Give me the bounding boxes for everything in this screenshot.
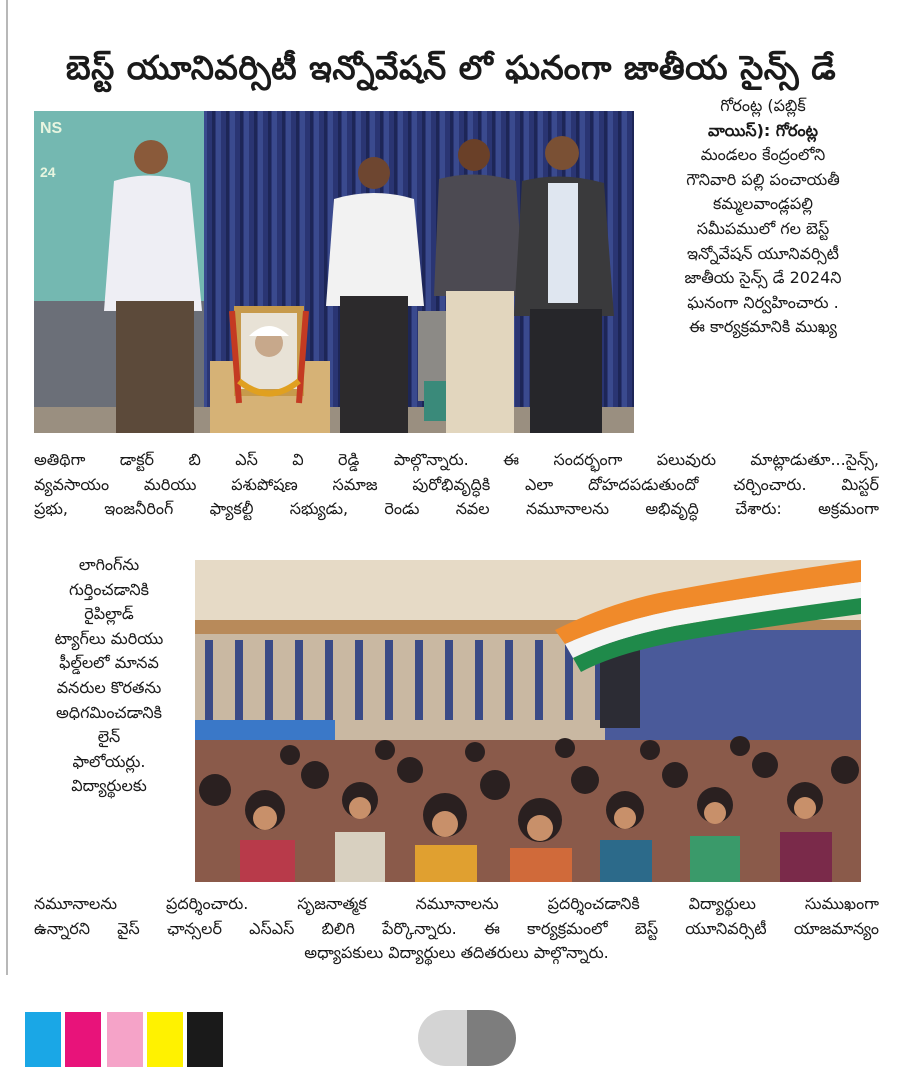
right-column-line: మండలం కేంద్రంలోని	[700, 145, 826, 165]
swatch-yellow	[147, 1012, 183, 1067]
photo-students-image	[195, 560, 861, 882]
photo-guests	[34, 111, 634, 433]
swatch-magenta	[65, 1012, 101, 1067]
photo-students	[195, 560, 861, 882]
left-column-line: అధిగమించడానికి	[55, 702, 163, 722]
photo-guests-image	[34, 111, 634, 433]
grey-registration-pill	[418, 1010, 516, 1066]
article-right-column	[645, 94, 881, 340]
right-column-line: ఈ కార్యక్రమానికి ముఖ్య	[689, 317, 837, 337]
article-wide-block-1	[34, 448, 879, 522]
left-column-line: ఫీల్డ్‌లలో మానవ	[59, 653, 159, 673]
swatch-pink	[107, 1012, 143, 1067]
right-column-line: వాయిస్): గోరంట్ల	[708, 120, 818, 140]
swatch-cyan	[25, 1012, 61, 1067]
right-column-line: గౌనివారి పల్లి పంచాయతీ	[686, 169, 840, 189]
wide-line: ప్రభు, ఇంజనీరింగ్ ఫ్యాకల్టీ సభ్యుడు, రెండు నవల నమూనాలను అభివృద్ధి చేశారు: అక్రమంగా	[34, 499, 879, 519]
right-column-line: గోరంట్ల (పబ్లిక్	[720, 96, 806, 115]
screen-text-ns: NS	[40, 120, 63, 137]
left-margin-rule	[6, 0, 8, 975]
left-column-line: ట్యాగ్‌లు మరియు	[54, 628, 164, 648]
left-column-line: ఫాలోయర్లు.	[72, 751, 146, 771]
article-wide-block-2	[34, 892, 879, 966]
wide-line: నమూనాలను ప్రదర్శించారు. సృజనాత్మక నమూనాలను ప్రదర్శించడానికి విద్యార్థులు సుముఖంగా	[34, 894, 879, 913]
dateline-line	[645, 94, 881, 119]
pill-light-half	[418, 1010, 467, 1066]
wide-line: అతిథిగా డాక్టర్ బి ఎస్ వి రెడ్డి పాల్గొన్నారు. ఈ సందర్భంగా పలువురు మాట్లాడుతూ...సైన్స్,	[34, 450, 879, 469]
left-column-line: విద్యార్థులకు	[71, 776, 147, 796]
right-column-line: ఇన్నోవేషన్ యూనివర్సిటీ	[687, 243, 839, 263]
right-column-line: ఘనంగా నిర్వహించారు .	[687, 292, 839, 312]
left-column-line: లైన్	[97, 727, 121, 747]
wide-line: వ్యవసాయం మరియు పశుపోషణ సమాజ పురోభివృద్ధికి ఎలా దోహదపడుతుందో చర్చించారు. మిస్టర్	[34, 474, 879, 494]
wide-line: అధ్యాపకులు విద్యార్థులు తదితరులు పాల్గొన్నారు.	[304, 943, 609, 963]
left-column-line: వనరుల కొరతను	[56, 677, 162, 697]
screen-text-24: 24	[40, 164, 56, 180]
left-column-line: రైపిల్లాడ్	[84, 604, 134, 624]
pill-dark-half	[467, 1010, 516, 1066]
swatch-black	[187, 1012, 223, 1067]
headline: బెస్ట్ యూనివర్సిటీ ఇన్నోవేషన్ లో ఘనంగా జాతీయ సైన్స్ డే	[65, 48, 837, 88]
left-column-line: గుర్తించడానికి	[68, 579, 150, 599]
right-column-line: సమీపములో గల బెస్ట్	[696, 218, 830, 238]
wide-line: ఉన్నారని వైస్ ఛాన్సలర్ ఎస్ఎస్ బిలిగి పేర్కొన్నారు. ఈ కార్యక్రమంలో బెస్ట్ యూనివర్సిటీ యాజమాన్యం	[34, 918, 879, 938]
article-left-column	[34, 553, 184, 799]
right-column-line: జాతీయ సైన్స్ డే 2024ని	[684, 268, 842, 288]
right-column-line: కమ్మలవాండ్లపల్లి	[712, 194, 814, 214]
left-column-line: లాగింగ్‌ను	[78, 555, 140, 574]
